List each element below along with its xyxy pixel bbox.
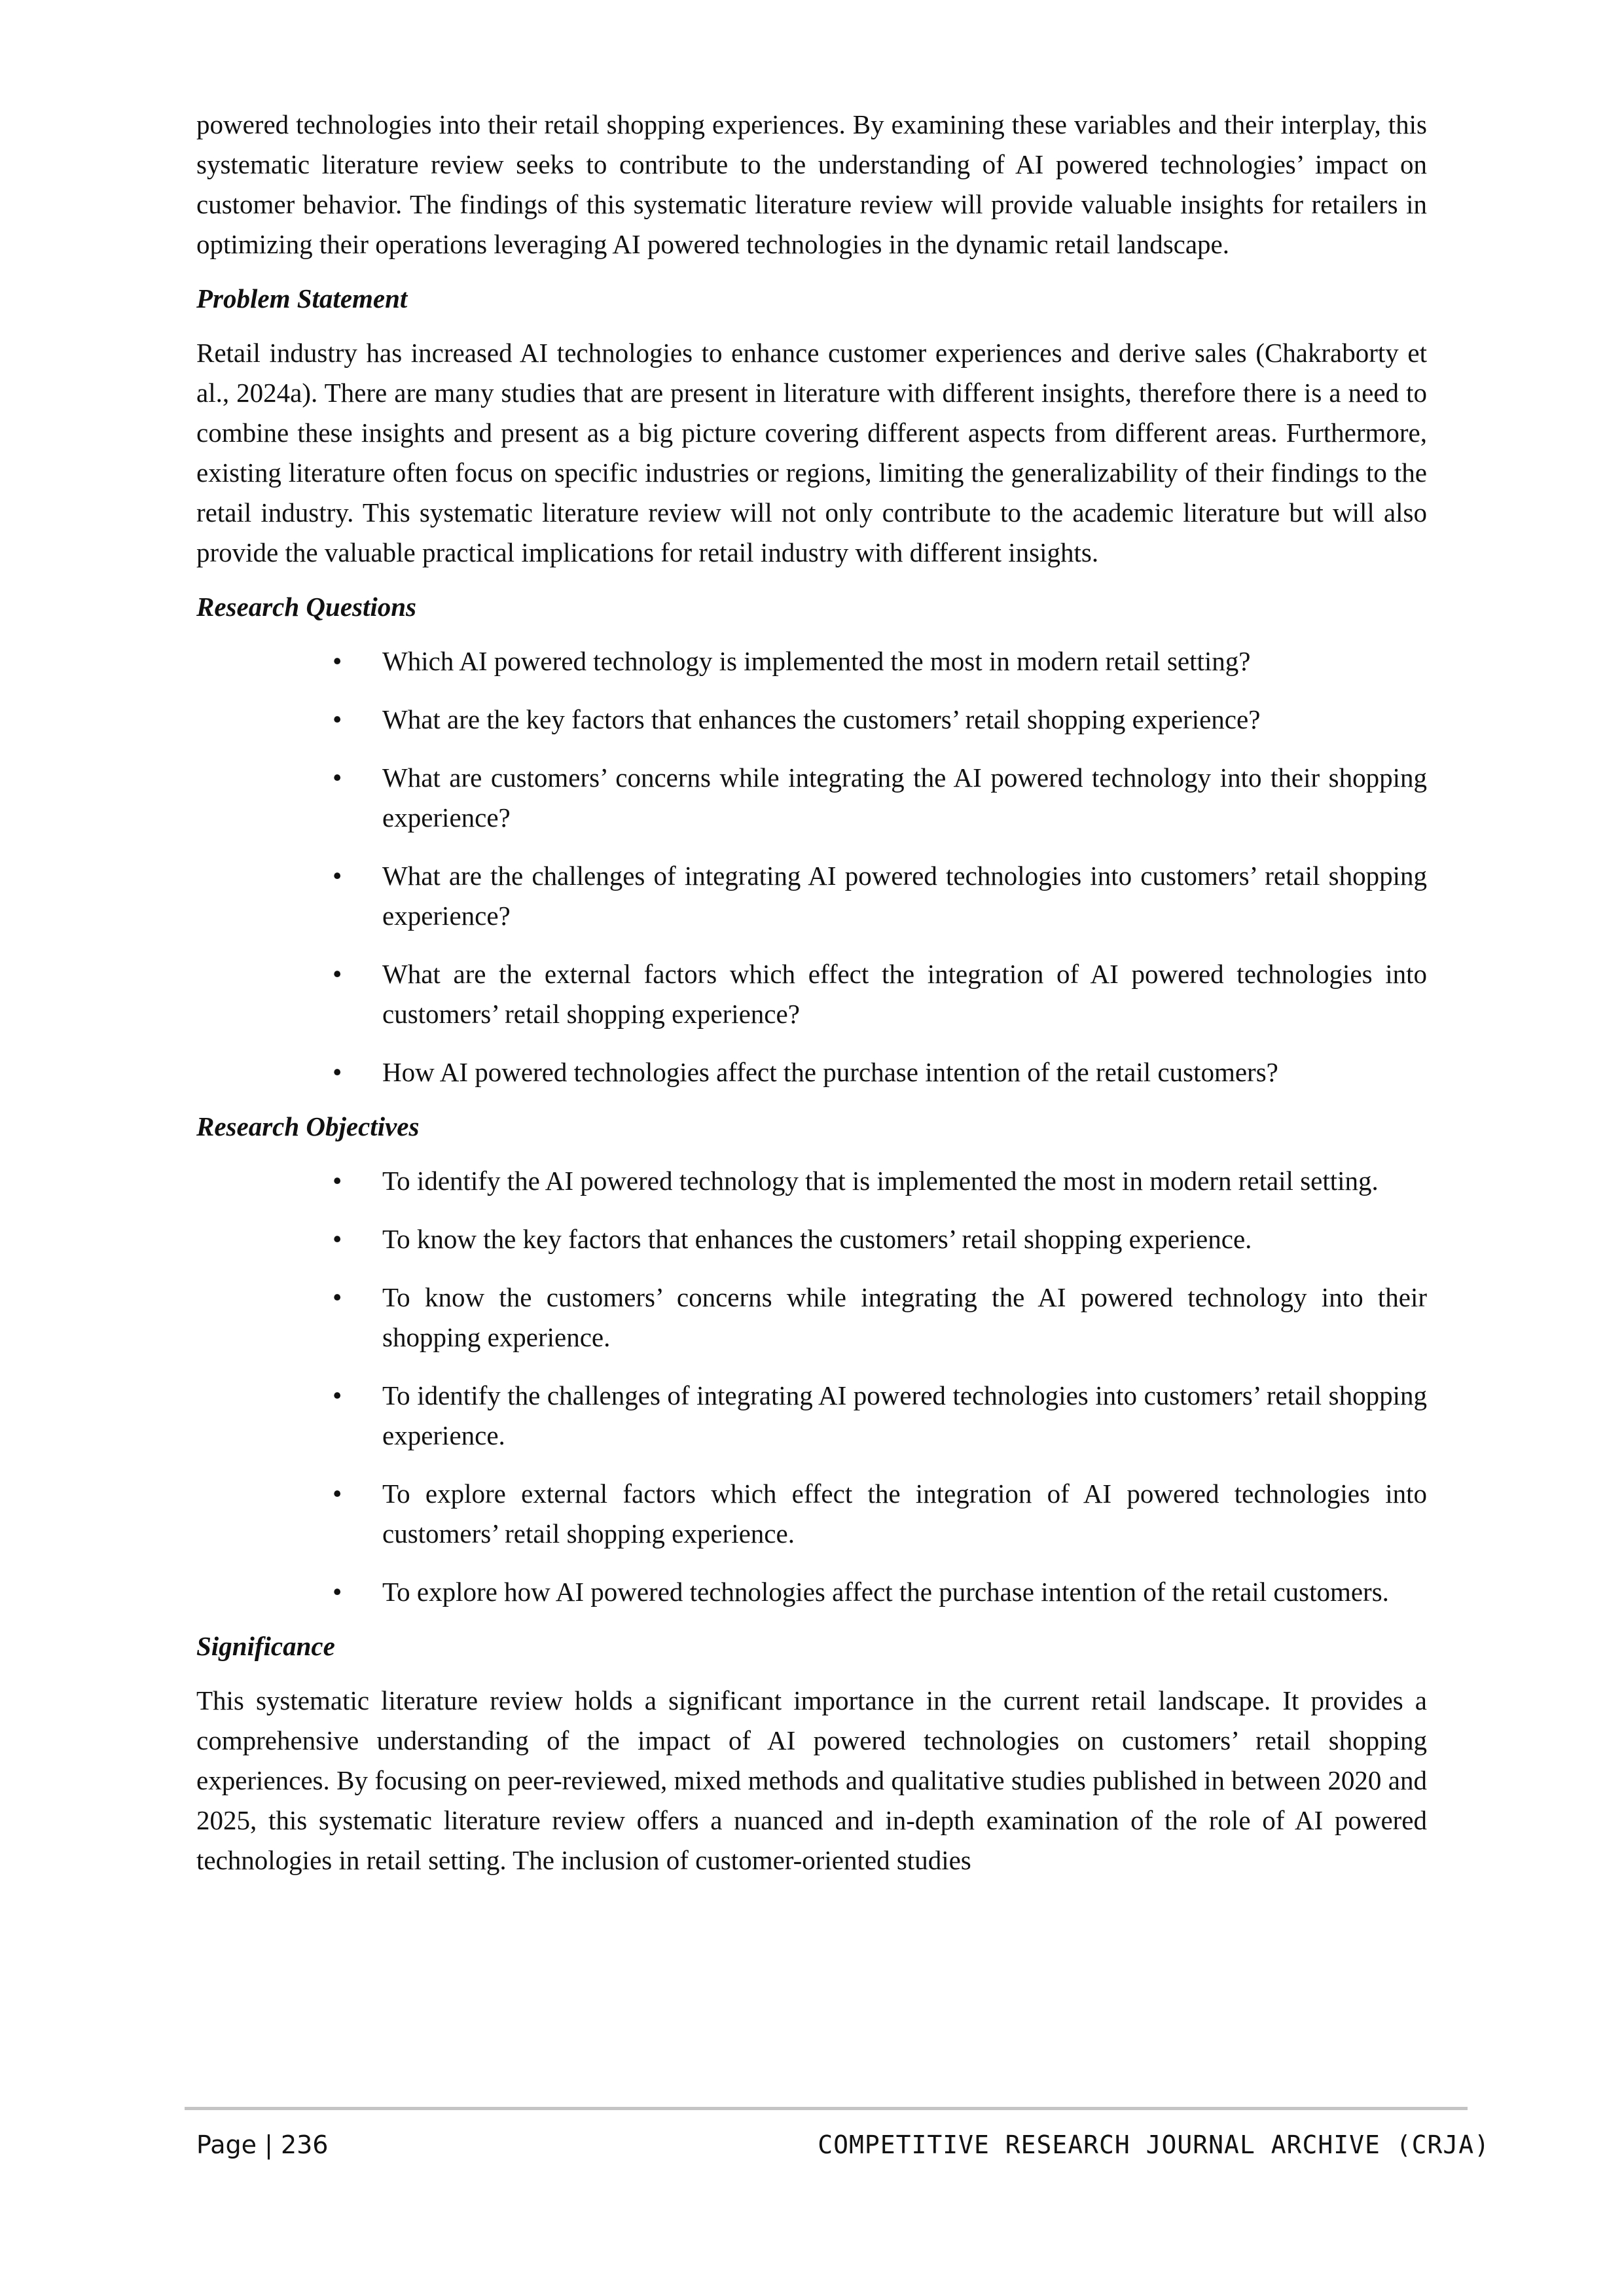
bullet-icon: • — [333, 1577, 342, 1607]
research-objective-item — [333, 1161, 1427, 1201]
bullet-icon: • — [333, 704, 342, 734]
bullet-icon: • — [333, 1479, 342, 1509]
research-question-text: Which AI powered technology is implemented the most in modern retail setting? — [382, 646, 1251, 676]
research-objective-text: To know the key factors that enhances the customers’ retail shopping experience. — [382, 1224, 1252, 1254]
page-number: Page | 236 — [196, 2130, 329, 2159]
research-objective-text: To identify the AI powered technology that is implemented the most in modern retail setting. — [382, 1166, 1379, 1196]
bullet-icon: • — [333, 762, 342, 793]
research-question-item — [333, 856, 1427, 936]
research-objectives-heading: Research Objectives — [196, 1111, 420, 1141]
research-objective-item — [333, 1376, 1427, 1456]
footer-divider — [185, 2107, 1468, 2110]
significance-heading: Significance — [196, 1631, 335, 1661]
research-question-text: What are the key factors that enhances the customers’ retail shopping experience? — [382, 704, 1261, 734]
research-objective-item — [333, 1474, 1427, 1554]
problem-statement-heading: Problem Statement — [196, 283, 408, 314]
research-objective-text: To explore how AI powered technologies affect the purchase intention of the retail customers. — [382, 1577, 1389, 1607]
research-questions-heading: Research Questions — [196, 592, 417, 622]
significance-paragraph: This systematic literature review holds a significant importance in the current retail landscape. It provides a comprehensive understanding of the impact of AI powered technologies on customers’ retail shopping experiences. By focusing on peer-reviewed, mixed methods and qualitative studies published in between 2020 and 2025, this systematic literature review offers a nuanced and in-depth examination of the role of AI powered technologies in retail setting. The inclusion of customer-oriented studies — [196, 1685, 1427, 1875]
research-objective-item — [333, 1219, 1427, 1259]
bullet-icon: • — [333, 1380, 342, 1410]
research-questions-list — [196, 641, 1427, 1092]
bullet-icon: • — [333, 1057, 342, 1087]
research-objective-text: To explore external factors which effect the integration of AI powered technologies into customers’ retail shopping experience. — [382, 1479, 1427, 1549]
research-question-text: What are customers’ concerns while integrating the AI powered technology into their shopping experience? — [382, 762, 1427, 833]
research-objective-item — [333, 1278, 1427, 1357]
research-question-item — [333, 954, 1427, 1034]
research-objectives-list — [196, 1161, 1427, 1612]
bullet-icon: • — [333, 646, 342, 676]
bullet-icon: • — [333, 1224, 342, 1254]
research-objective-text: To know the customers’ concerns while integrating the AI powered technology into their shopping experience. — [382, 1282, 1427, 1352]
research-question-text: What are the challenges of integrating AI powered technologies into customers’ retail shopping experience? — [382, 861, 1427, 931]
research-objective-item — [333, 1572, 1427, 1612]
bullet-icon: • — [333, 959, 342, 989]
bullet-icon: • — [333, 861, 342, 891]
journal-name: COMPETITIVE RESEARCH JOURNAL ARCHIVE (CRJA) — [818, 2130, 1490, 2159]
research-question-text: How AI powered technologies affect the purchase intention of the retail customers? — [382, 1057, 1278, 1087]
bullet-icon: • — [333, 1282, 342, 1312]
research-question-text: What are the external factors which effect the integration of AI powered technologies into customers’ retail shopping experience? — [382, 959, 1427, 1029]
research-objective-text: To identify the challenges of integrating AI powered technologies into customers’ retail shopping experience. — [382, 1380, 1427, 1450]
intro-paragraph: powered technologies into their retail shopping experiences. By examining these variables and their interplay, this systematic literature review seeks to contribute to the understanding of AI powered technologies’ impact on customer behavior. The findings of this systematic literature review will provide valuable insights for retailers in optimizing their operations leveraging AI powered technologies in the dynamic retail landscape. — [196, 109, 1427, 259]
problem-statement-paragraph: Retail industry has increased AI technologies to enhance customer experiences and derive sales (Chakraborty et al., 2024a). There are many studies that are present in literature with different insights, therefore there is a need to combine these insights and present as a big picture covering different aspects from different areas. Furthermore, existing literature often focus on specific industries or regions, limiting the generalizability of their findings to the retail industry. This systematic literature review will not only contribute to the academic literature but will also provide the valuable practical implications for retail industry with different insights. — [196, 338, 1427, 567]
research-question-item — [333, 1052, 1427, 1092]
bullet-icon: • — [333, 1166, 342, 1196]
page-content — [196, 105, 1427, 1895]
research-question-item — [333, 641, 1427, 681]
research-question-item — [333, 758, 1427, 838]
research-question-item — [333, 700, 1427, 740]
